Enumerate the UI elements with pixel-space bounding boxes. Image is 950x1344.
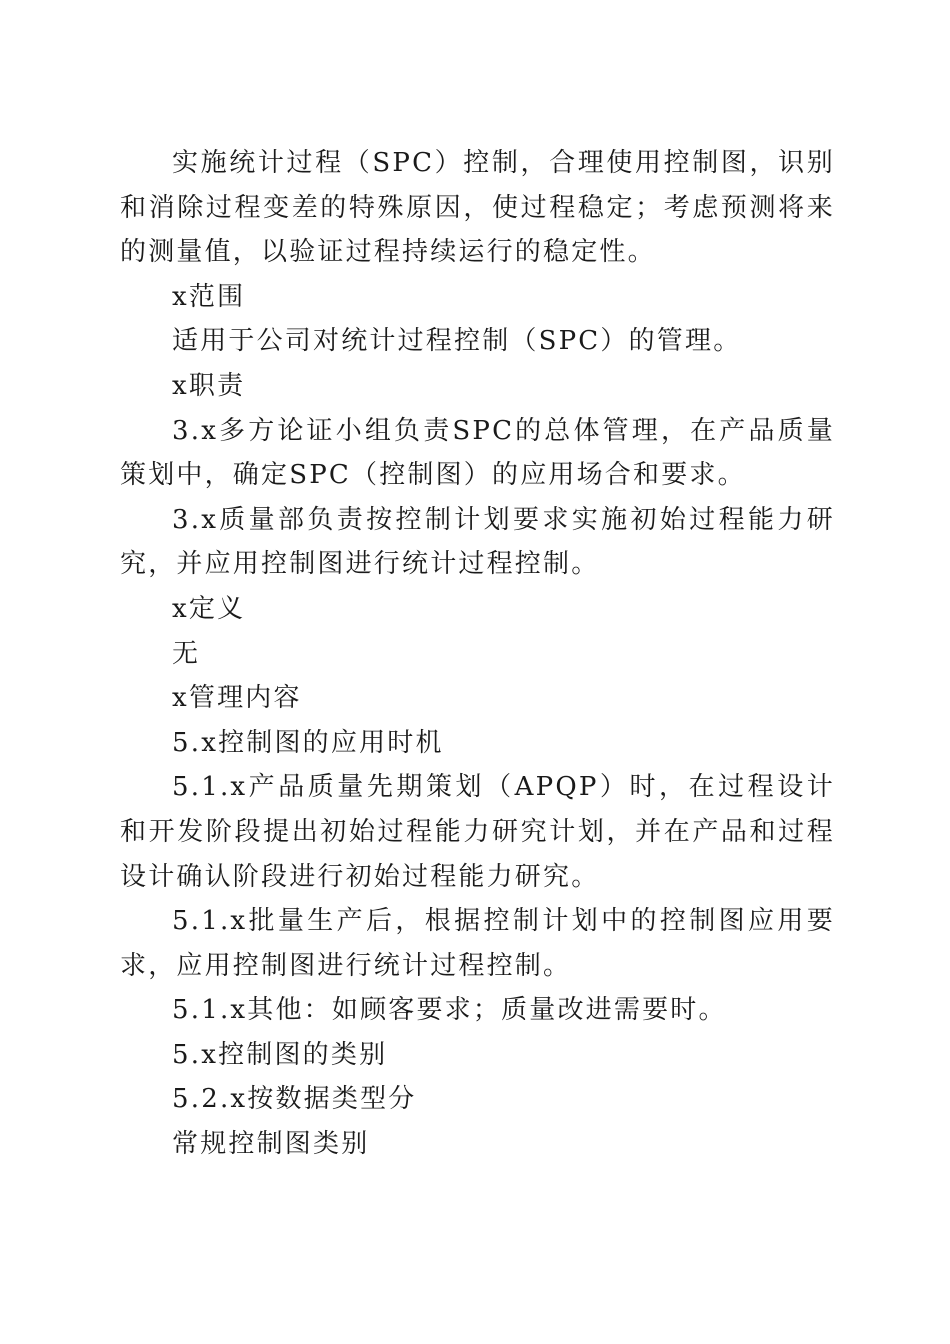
document-body [120,141,835,1167]
heading-chart-categories: 5.x控制图的类别 [172,1039,388,1070]
paragraph-responsibility-2: 3.x质量部负责按控制计划要求实施初始过程能力研究，并应用控制图进行统计过程控制。 [120,504,835,580]
heading-responsibilities: x职责 [172,370,246,401]
paragraph-scope: 适用于公司对统计过程控制（SPC）的管理。 [172,326,742,357]
paragraph-timing-other: 5.1.x其他：如顾客要求；质量改进需要时。 [172,995,727,1026]
paragraph-timing-apqp: 5.1.x产品质量先期策划（APQP）时，在过程设计和开发阶段提出初始过程能力研究计划，并在产品和过程设计确认阶段进行初始过程能力研究。 [120,772,835,892]
paragraph-responsibility-1: 3.x多方论证小组负责SPC的总体管理，在产品质量策划中，确定SPC（控制图）的应用场合和要求。 [120,415,835,491]
paragraph-purpose: 实施统计过程（SPC）控制，合理使用控制图，识别和消除过程变差的特殊原因，使过程稳定；考虑预测将来的测量值，以验证过程持续运行的稳定性。 [120,148,835,268]
heading-definitions: x定义 [172,593,246,624]
heading-by-data-type: 5.2.x按数据类型分 [172,1084,417,1115]
paragraph-definitions: 无 [172,638,201,669]
heading-application-timing: 5.x控制图的应用时机 [172,727,444,758]
paragraph-regular-chart-categories: 常规控制图类别 [172,1129,370,1160]
paragraph-timing-mass-production: 5.1.x批量生产后，根据控制计划中的控制图应用要求，应用控制图进行统计过程控制。 [120,906,835,981]
heading-scope: x范围 [172,281,246,312]
heading-management-content: x管理内容 [172,683,302,714]
